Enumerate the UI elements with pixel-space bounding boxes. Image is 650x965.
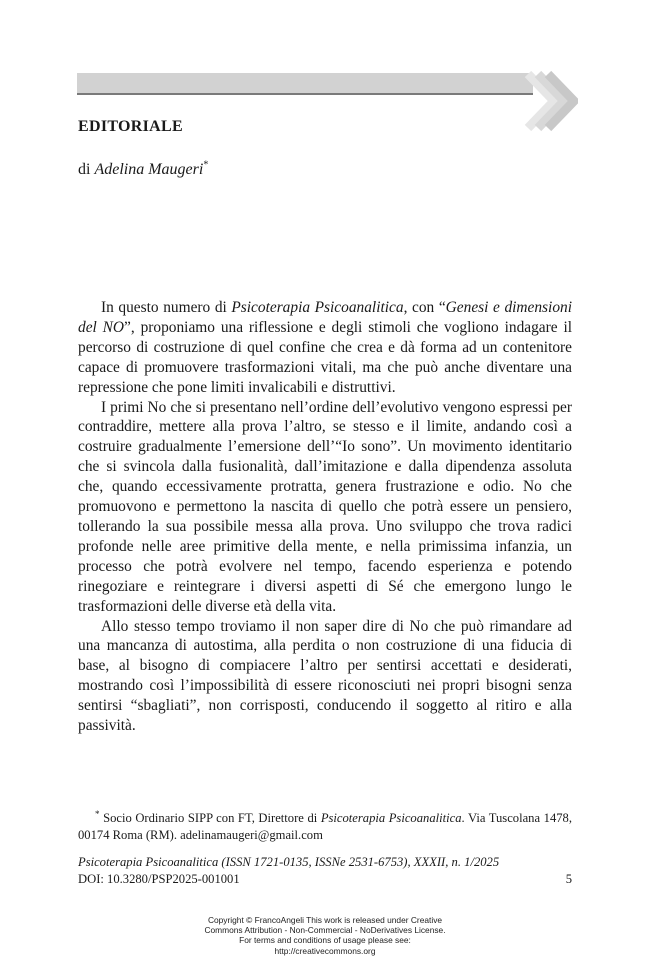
section-title: EDITORIALE: [78, 118, 183, 135]
page-number: 5: [565, 872, 572, 886]
byline-prefix: di: [78, 161, 91, 178]
italic-run: Psicoterapia Psicoanalitica: [231, 299, 404, 316]
text-run: Allo stesso tempo troviamo il non saper dire di No che può rimandare ad una mancanza di autostima, alla perdita o non costruzione di una fiducia di base, al bisogno di compiacere l’altro per sentirsi accettati e desiderati, mostrando così l’impossibilità di essere riconosciuti nei propri bisogni senza sentirsi “sbagliati”, non corrisposti, conducendo il soggetto al ritiro e alla passività.: [78, 617, 572, 735]
body-paragraph: [78, 298, 572, 398]
license-line: For terms and conditions of usage please see:: [239, 935, 411, 946]
doi-row: [78, 871, 572, 888]
footnote: [78, 810, 572, 844]
text-run: , con “: [403, 299, 446, 316]
license-link[interactable]: http://creativecommons.org: [274, 945, 376, 956]
header-bar: [77, 73, 533, 93]
license-notice: [150, 915, 500, 956]
triple-chevron-right-icon: [522, 70, 578, 132]
footnote-marker: *: [203, 159, 209, 171]
footnote-text-before: Socio Ordinario SIPP con FT, Direttore di: [103, 811, 321, 825]
author-name: Adelina Maugeri: [94, 161, 204, 178]
body-paragraph: [78, 617, 572, 736]
text-run: In questo numero di: [101, 299, 232, 316]
journal-citation: Psicoterapia Psicoanalitica (ISSN 1721-0135, ISSNe 2531-6753), XXXII, n. 1/2025: [78, 855, 500, 869]
header-rule: [77, 93, 533, 95]
license-line: Commons Attribution - Non-Commercial - NoDerivatives License.: [204, 925, 446, 936]
footnote-mark: *: [95, 808, 100, 819]
article-body: [78, 298, 572, 736]
text-run: I primi No che si presentano nell’ordine dell’evolutivo vengono espressi per contraddire, mettere alla prova l’altro, se stesso e il limite, andando così a costruire gradualmente l’emersione dell’“Io sono”. Un movimento identitario che si svincola dalla fusionalità, dall’imitazione e dalla dipendenza assoluta che, quando eccessivamente protratta, genera frustrazione e odio. No che promuovono e permettono la nascita di quello che potrà essere un pensiero, tollerando la sua possibile messa alla prova. Uno sviluppo che trova radici profonde nelle aree primitive della mente, e nella primissima infanzia, un processo che potrà evolvere nel tempo, facendo esperienza e potendo rinegoziare e reintegrare i diversi aspetti di Sé che emergono lungo le trasformazioni delle diverse età della vita.: [78, 398, 572, 615]
doi: DOI: 10.3280/PSP2025-001001: [78, 872, 240, 886]
footnote-journal: Psicoterapia Psicoanalitica: [320, 811, 462, 825]
text-run: ”, proponiamo una riflessione e degli stimoli che vogliono indagare il percorso di costruzione di quel confine che crea e dà forma ad un contenitore capace di promuovere trasformazioni vitali, ma che può anche diventare una repressione che pone limiti invalicabili e distruttivi.: [78, 318, 573, 396]
footnote-text-after: . Via Tuscolana 1478, 00174 Roma (RM). adelinamaugeri@gmail.com: [78, 811, 572, 842]
italic-run: Genesi e dimensioni del NO: [78, 299, 572, 336]
license-line: Copyright © FrancoAngeli This work is released under Creative: [207, 915, 443, 925]
body-paragraph: [78, 398, 572, 617]
byline: [78, 161, 208, 179]
